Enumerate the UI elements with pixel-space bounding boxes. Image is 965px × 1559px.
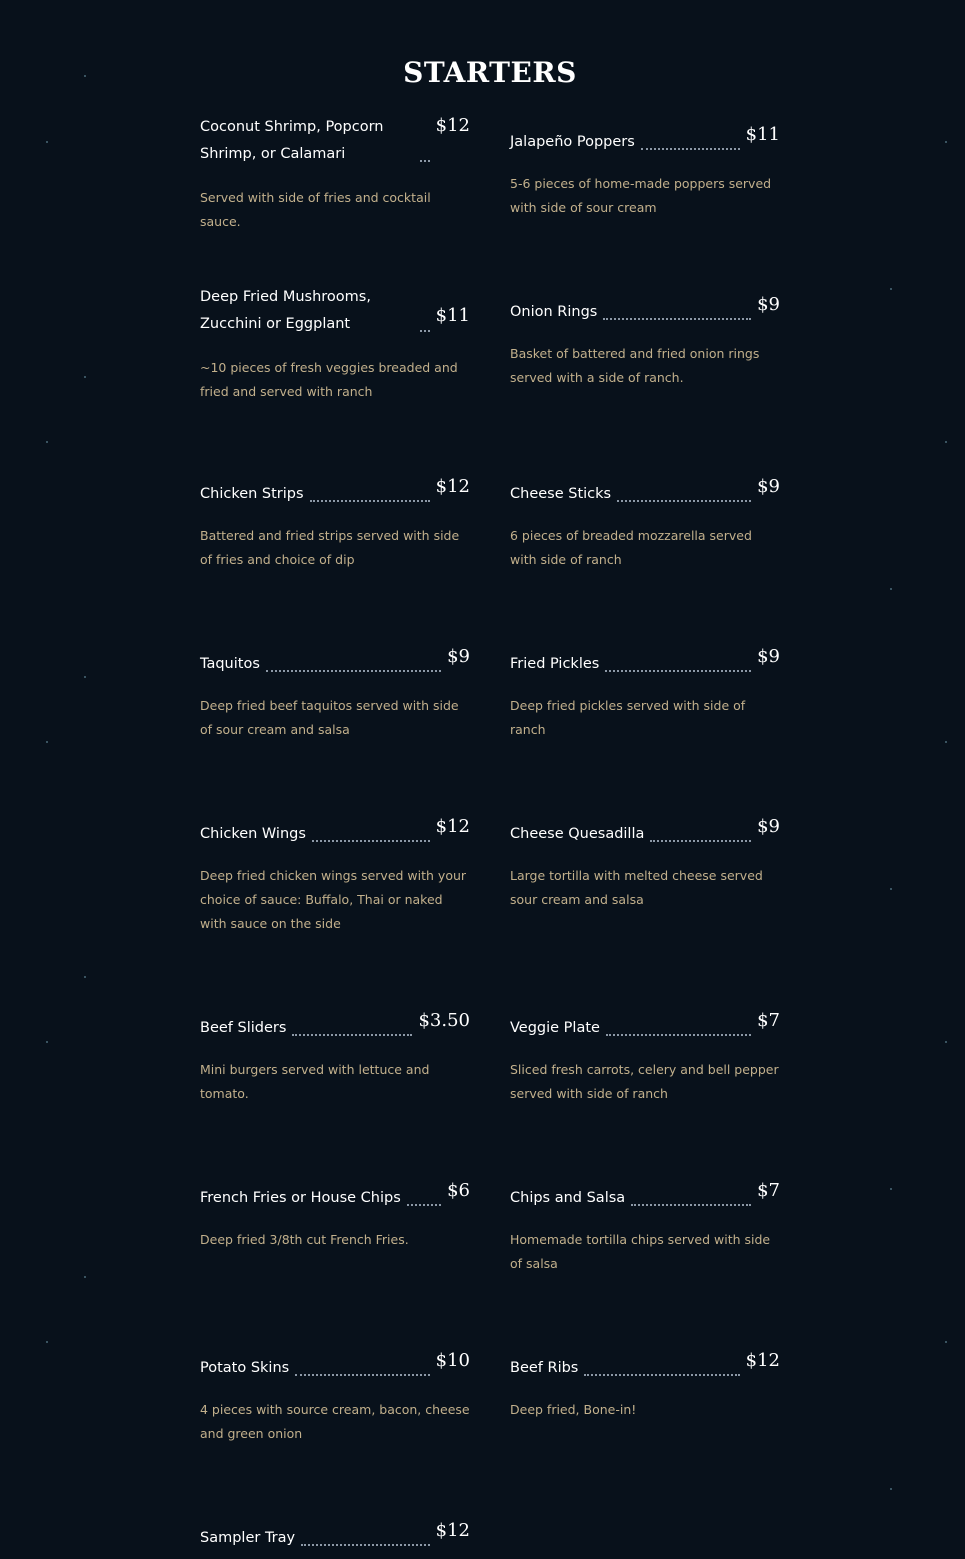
item-description: Served with side of fries and cocktail sauce. — [200, 190, 431, 229]
dot-leader — [295, 1373, 429, 1376]
item-description: Deep fried, Bone-in! — [510, 1402, 637, 1417]
menu-item-onion-rings — [510, 294, 780, 390]
dot-leader — [420, 329, 430, 332]
item-price: $9 — [447, 646, 470, 667]
item-price: $9 — [757, 646, 780, 667]
item-name: Fried Pickles — [510, 656, 600, 672]
menu-item-potato-skins — [200, 1350, 470, 1446]
item-price: $12 — [745, 1350, 780, 1371]
dot-leader — [631, 1203, 751, 1206]
dot-leader — [584, 1373, 739, 1376]
dot-leader — [312, 839, 430, 842]
menu-item-chicken-strips — [200, 476, 470, 572]
dot-leader — [641, 147, 740, 150]
dot-leader — [605, 669, 751, 672]
menu-item-jalapeno-poppers — [510, 124, 780, 220]
item-description: Battered and fried strips served with side of fries and choice of dip — [200, 528, 460, 567]
item-price: $10 — [435, 1350, 470, 1371]
dot-leader — [266, 669, 441, 672]
dot-leader — [650, 839, 751, 842]
item-description: Basket of battered and fried onion rings served with a side of ranch. — [510, 346, 760, 385]
item-price: $9 — [757, 816, 780, 837]
dot-leader — [617, 499, 751, 502]
item-description: Deep fried beef taquitos served with side of sour cream and salsa — [200, 698, 459, 737]
item-description: Homemade tortilla chips served with side of salsa — [510, 1232, 771, 1271]
menu-item-beef-ribs — [510, 1350, 780, 1422]
item-price: $12 — [435, 816, 470, 837]
item-description: Mini burgers served with lettuce and tomato. — [200, 1062, 430, 1101]
item-description: Deep fried pickles served with side of ranch — [510, 698, 746, 737]
item-name: Chicken Wings — [200, 826, 306, 842]
menu-item-fried-pickles — [510, 646, 780, 742]
menu-item-deep-fried-mushrooms — [200, 284, 470, 404]
item-price: $12 — [435, 476, 470, 497]
item-name: Coconut Shrimp, Popcorn Shrimp, or Calamari — [200, 119, 384, 162]
menu-item-beef-sliders — [200, 1010, 470, 1106]
item-name: Cheese Sticks — [510, 486, 612, 502]
dot-leader — [407, 1203, 441, 1206]
dot-leader — [292, 1033, 412, 1036]
item-name: Beef Ribs — [510, 1360, 579, 1376]
item-description: Sliced fresh carrots, celery and bell pepper served with side of ranch — [510, 1062, 779, 1101]
item-name: Cheese Quesadilla — [510, 826, 645, 842]
item-price: $9 — [757, 476, 780, 497]
item-price: $6 — [447, 1180, 470, 1201]
menu-item-taquitos — [200, 646, 470, 742]
menu-item-french-fries — [200, 1180, 470, 1252]
item-name: Jalapeño Poppers — [510, 134, 635, 150]
item-price: $12 — [435, 1520, 470, 1541]
menu-item-cheese-quesadilla — [510, 816, 780, 912]
item-price: $7 — [757, 1010, 780, 1031]
menu-item-coconut-shrimp — [200, 114, 470, 234]
item-name: French Fries or House Chips — [200, 1190, 401, 1206]
item-price: $11 — [745, 124, 780, 145]
item-name: Sampler Tray — [200, 1530, 296, 1546]
menu-item-chips-and-salsa — [510, 1180, 780, 1276]
dot-leader — [603, 317, 751, 320]
item-name: Chips and Salsa — [510, 1190, 626, 1206]
item-description: ~10 pieces of fresh veggies breaded and fried and served with ranch — [200, 360, 458, 399]
item-name: Beef Sliders — [200, 1020, 287, 1036]
dot-leader — [310, 499, 430, 502]
item-name: Taquitos — [200, 656, 260, 672]
item-price: $9 — [757, 294, 780, 315]
item-description: 5-6 pieces of home-made poppers served with side of sour cream — [510, 176, 772, 215]
item-name: Potato Skins — [200, 1360, 290, 1376]
dot-leader — [606, 1033, 751, 1036]
dot-leader — [301, 1543, 430, 1546]
menu-item-veggie-plate — [510, 1010, 780, 1106]
dot-leader — [420, 159, 430, 162]
item-name: Onion Rings — [510, 304, 598, 320]
item-description: 4 pieces with source cream, bacon, cheese and green onion — [200, 1402, 470, 1441]
item-price: $12 — [435, 115, 470, 136]
item-price: $11 — [435, 305, 470, 326]
item-price: $7 — [757, 1180, 780, 1201]
item-description: Deep fried chicken wings served with your choice of sauce: Buffalo, Thai or naked with sauce on the side — [200, 868, 467, 931]
menu-item-cheese-sticks — [510, 476, 780, 572]
item-description: Large tortilla with melted cheese served sour cream and salsa — [510, 868, 763, 907]
item-name: Veggie Plate — [510, 1020, 600, 1036]
item-description: 6 pieces of breaded mozzarella served with side of ranch — [510, 528, 752, 567]
menu-item-chicken-wings — [200, 816, 470, 936]
item-price: $3.50 — [418, 1010, 470, 1031]
item-name: Deep Fried Mushrooms, Zucchini or Eggplant — [200, 289, 371, 332]
item-description: Deep fried 3/8th cut French Fries. — [200, 1232, 409, 1247]
item-name: Chicken Strips — [200, 486, 304, 502]
menu-item-sampler-tray — [200, 1520, 470, 1552]
section-title: STARTERS — [403, 56, 577, 89]
